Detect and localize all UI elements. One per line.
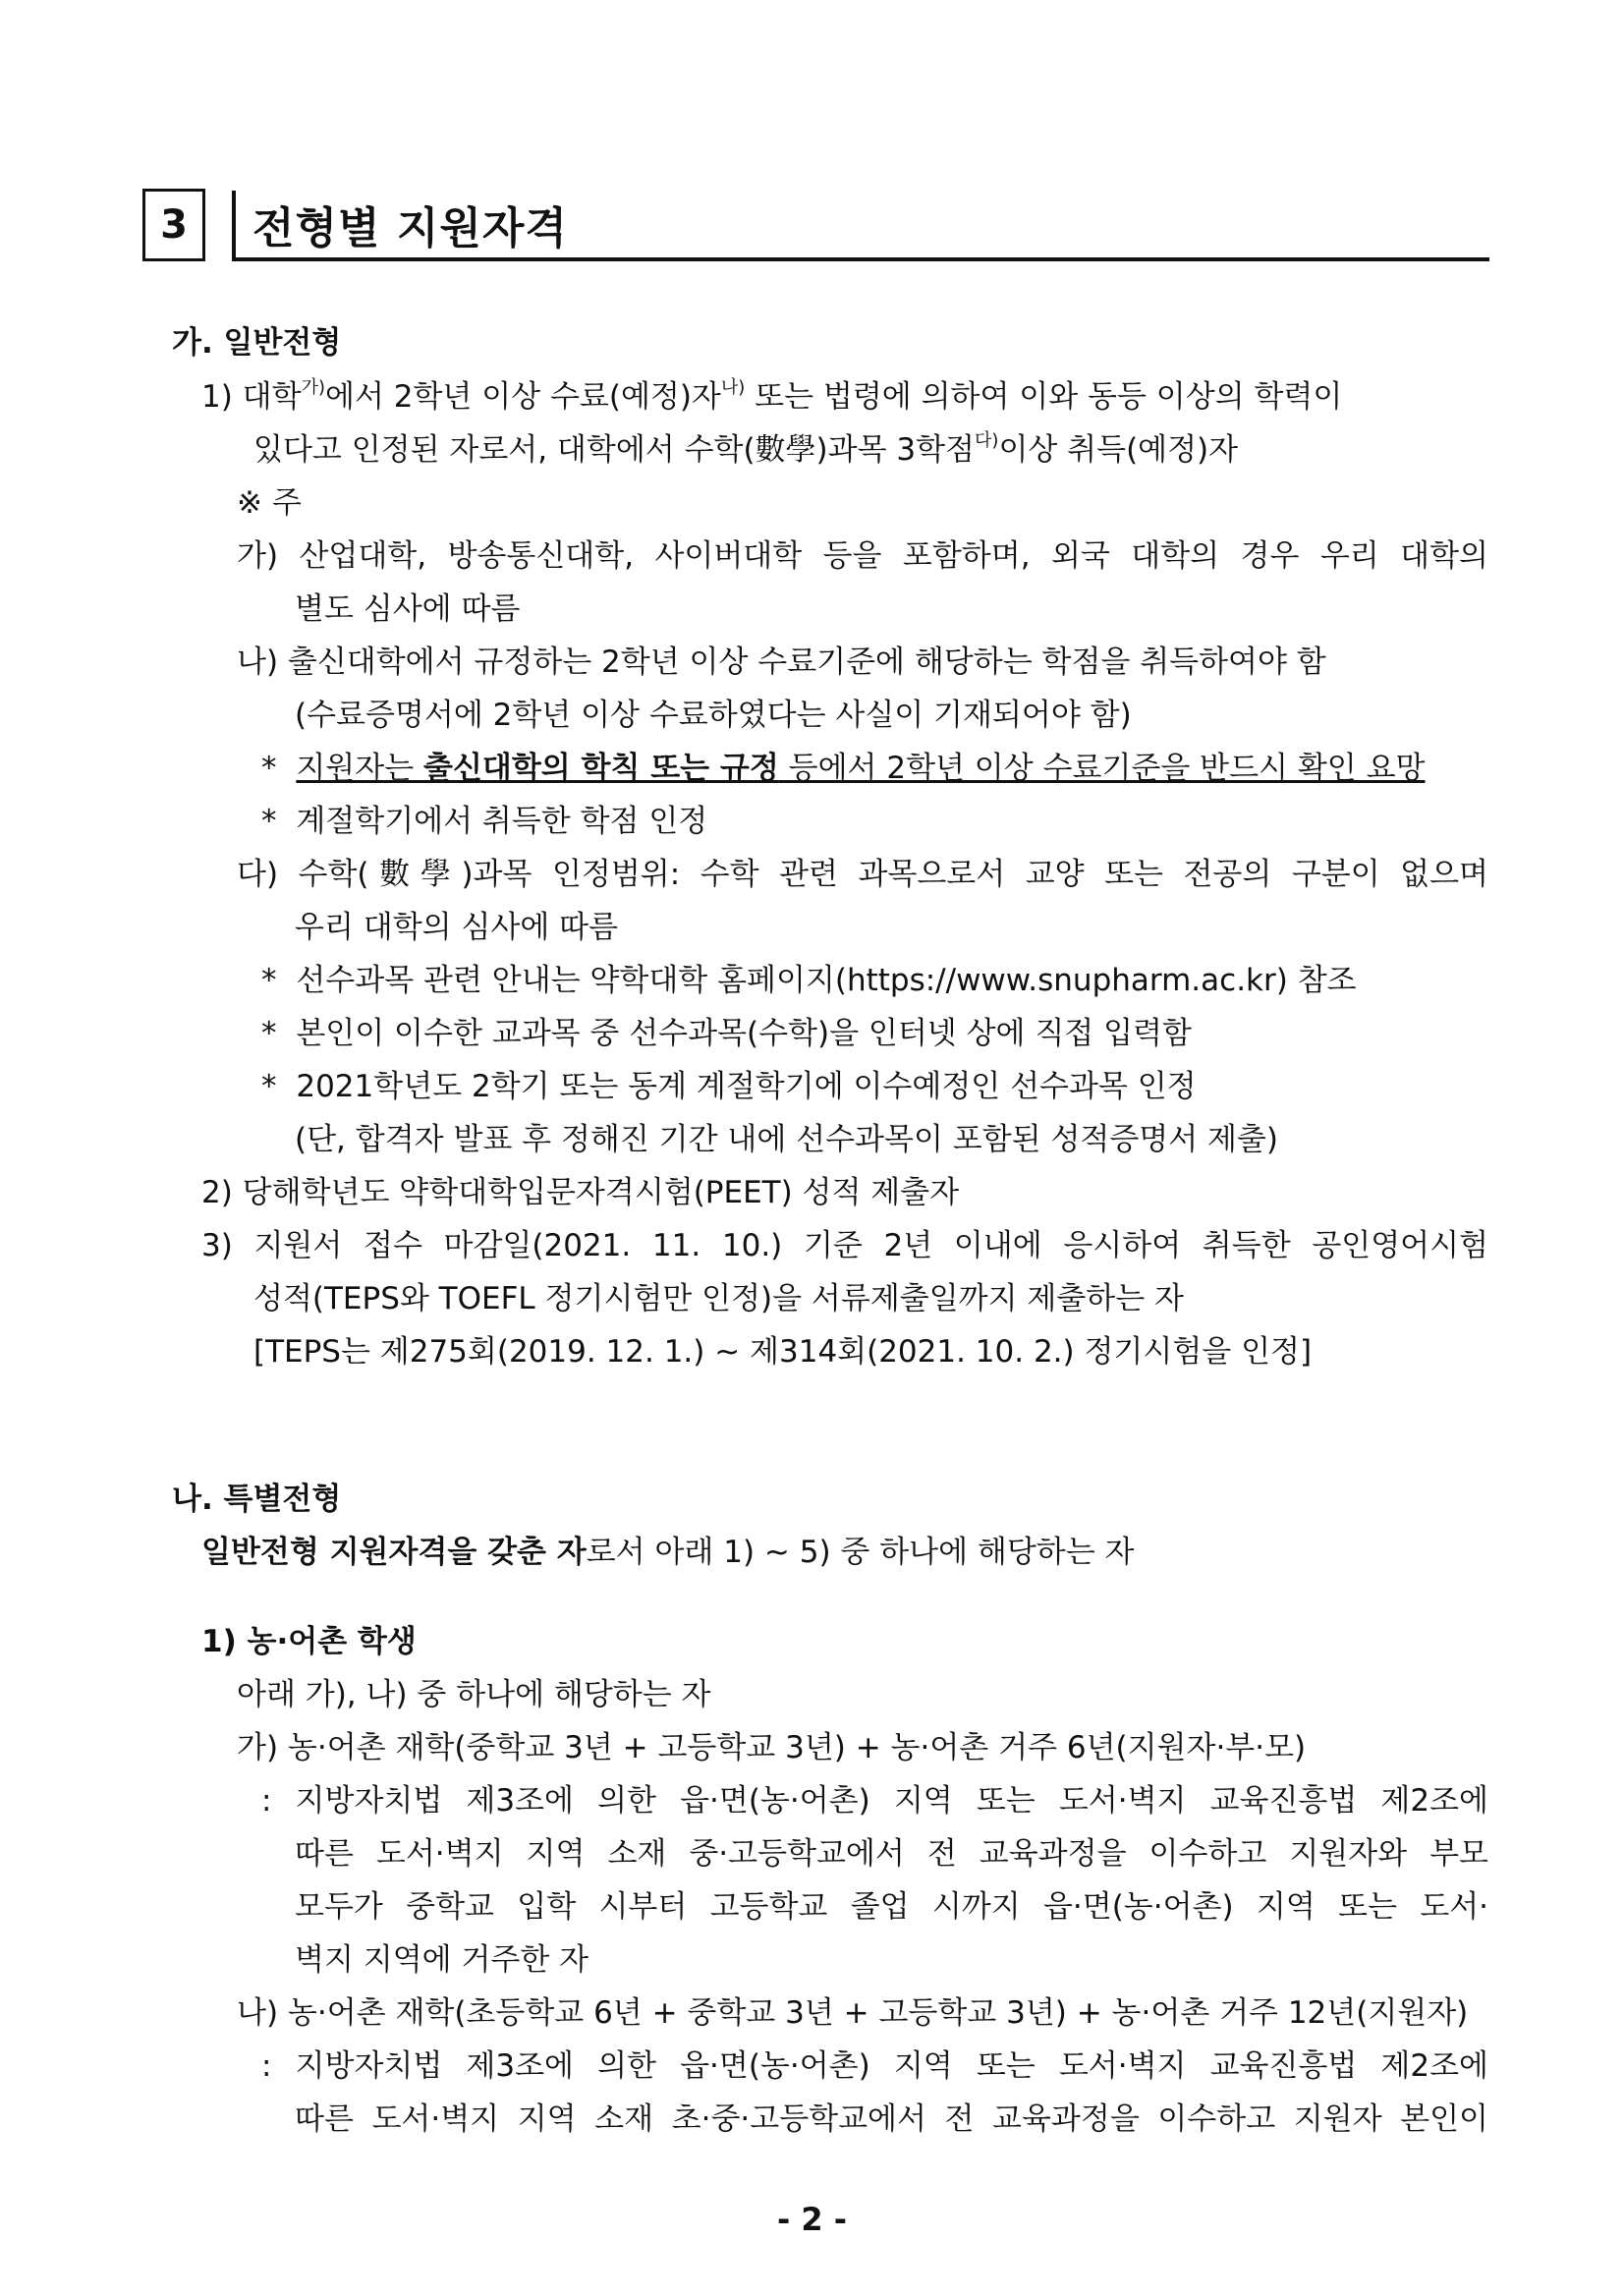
special-intro-rest: 로서 아래 1) ~ 5) 중 하나에 해당하는 자 [586, 1535, 1135, 1570]
star-note-1-text-c: 등에서 2학년 이상 수료기준을 반드시 확인 요망 [778, 751, 1426, 786]
note-ga-line2: 별도 심사에 따름 [295, 591, 521, 627]
star-bullet: * [261, 751, 277, 786]
star-note-1 [261, 749, 1425, 788]
general-item2: 2) 당해학년도 약학대학입문자격시험(PEET) 성적 제출자 [201, 1175, 960, 1210]
star-note-2-text: 계절학기에서 취득한 학점 인정 [296, 804, 708, 839]
footnote-na: 나) [720, 377, 746, 398]
star-note-5-line2: (단, 합격자 발표 후 정해진 기간 내에 선수과목이 포함된 성적증명서 제출) [295, 1122, 1279, 1157]
section-header [142, 189, 1488, 261]
general-item1-line2 [253, 430, 1238, 470]
star-note-4 [261, 1014, 1192, 1053]
general-item3-line3: [TEPS는 제275회(2019. 12. 1.) ~ 제314회(2021. 10. 2.) 정기시험을 인정] [253, 1334, 1313, 1370]
item1-line2-text-a: 있다고 인정된 자로서, 대학에서 수학(數學)과목 3학점 [253, 432, 976, 468]
note-label: ※ 주 [237, 485, 302, 521]
footnote-ga: 가) [301, 377, 325, 398]
special-na-line1: : 지방자치법 제3조에 의한 읍·면(농·어촌) 지역 또는 도서·벽지 교육진흥법 제2조에 [261, 2048, 1488, 2084]
star-bullet: * [261, 963, 277, 998]
general-item3-line1: 3) 지원서 접수 마감일(2021. 11. 10.) 기준 2년 이내에 응시하여 취득한 공인영어시험 [201, 1228, 1488, 1263]
special-na-line2: 따른 도서·벽지 지역 소재 초·중·고등학교에서 전 교육과정을 이수하고 지원자 본인이 [295, 2101, 1488, 2137]
special-sub1-intro: 아래 가), 나) 중 하나에 해당하는 자 [237, 1677, 711, 1712]
section-title: 전형별 지원자격 [252, 203, 568, 253]
general-heading: 가. 일반전형 [172, 325, 342, 361]
item1-text-c: 또는 법령에 의하여 이와 동등 이상의 학력이 [745, 379, 1343, 415]
special-ga-line1: : 지방자치법 제3조에 의한 읍·면(농·어촌) 지역 또는 도서·벽지 교육진흥법 제2조에 [261, 1783, 1488, 1819]
note-na-line2: (수료증명서에 2학년 이상 수료하였다는 사실이 기재되어야 함) [295, 698, 1132, 733]
star-note-3 [261, 961, 1357, 1000]
star-note-5-text: 2021학년도 2학기 또는 동계 계절학기에 이수예정인 선수과목 인정 [296, 1069, 1197, 1104]
star-note-3-text: 선수과목 관련 안내는 약학대학 홈페이지(https://www.snupharm.ac.kr) 참조 [296, 963, 1357, 998]
special-intro [201, 1533, 1134, 1572]
special-na-title: 나) 농·어촌 재학(초등학교 6년 + 중학교 3년 + 고등학교 3년) + 농·어촌 거주 12년(지원자) [237, 1995, 1469, 2031]
special-heading: 나. 특별전형 [172, 1482, 342, 1517]
special-ga-line4: 벽지 지역에 거주한 자 [295, 1942, 589, 1978]
general-item3-line2: 성적(TEPS와 TOEFL 정기시험만 인정)을 서류제출일까지 제출하는 자 [253, 1281, 1184, 1316]
star-note-5 [261, 1067, 1197, 1106]
section-rule [232, 257, 1489, 261]
note-da-line2: 우리 대학의 심사에 따름 [295, 910, 619, 945]
star-note-1-text [296, 751, 1425, 786]
special-ga-title: 가) 농·어촌 재학(중학교 3년 + 고등학교 3년) + 농·어촌 거주 6년(지원자·부·모) [237, 1730, 1307, 1765]
special-ga-line2: 따른 도서·벽지 지역 소재 중·고등학교에서 전 교육과정을 이수하고 지원자와 부모 [295, 1836, 1488, 1872]
star-note-2 [261, 802, 707, 841]
special-ga-line3: 모두가 중학교 입학 시부터 고등학교 졸업 시까지 읍·면(농·어촌) 지역 또는 도서· [295, 1889, 1488, 1925]
star-note-4-text: 본인이 이수한 교과목 중 선수과목(수학)을 인터넷 상에 직접 입력함 [296, 1016, 1192, 1051]
item1-line2-text-b: 이상 취득(예정)자 [998, 432, 1239, 468]
star-note-1-text-a: 지원자는 [296, 751, 423, 786]
general-item1-line1 [201, 377, 1488, 417]
footnote-da: 다) [975, 430, 999, 451]
note-na-line1: 나) 출신대학에서 규정하는 2학년 이상 수료기준에 해당하는 학점을 취득하여야 함 [237, 644, 1326, 680]
star-bullet: * [261, 1069, 277, 1104]
section-number: 3 [142, 189, 205, 261]
note-ga-line1: 가) 산업대학, 방송통신대학, 사이버대학 등을 포함하며, 외국 대학의 경우 우리 대학의 [237, 538, 1488, 574]
section-bar [232, 191, 236, 259]
star-note-1-emphasis: 출신대학의 학칙 또는 규정 [423, 751, 779, 786]
item1-text-a: 1) 대학 [201, 379, 302, 415]
star-bullet: * [261, 804, 277, 839]
page-number: - 2 - [776, 2201, 848, 2238]
note-da-line1: 다) 수학(數學)과목 인정범위: 수학 관련 과목으로서 교양 또는 전공의 구분이 없으며 [237, 857, 1488, 892]
special-sub1-heading: 1) 농·어촌 학생 [201, 1624, 417, 1659]
special-intro-bold: 일반전형 지원자격을 갖춘 자 [201, 1535, 587, 1570]
star-bullet: * [261, 1016, 277, 1051]
item1-text-b: 에서 2학년 이상 수료(예정)자 [325, 379, 721, 415]
